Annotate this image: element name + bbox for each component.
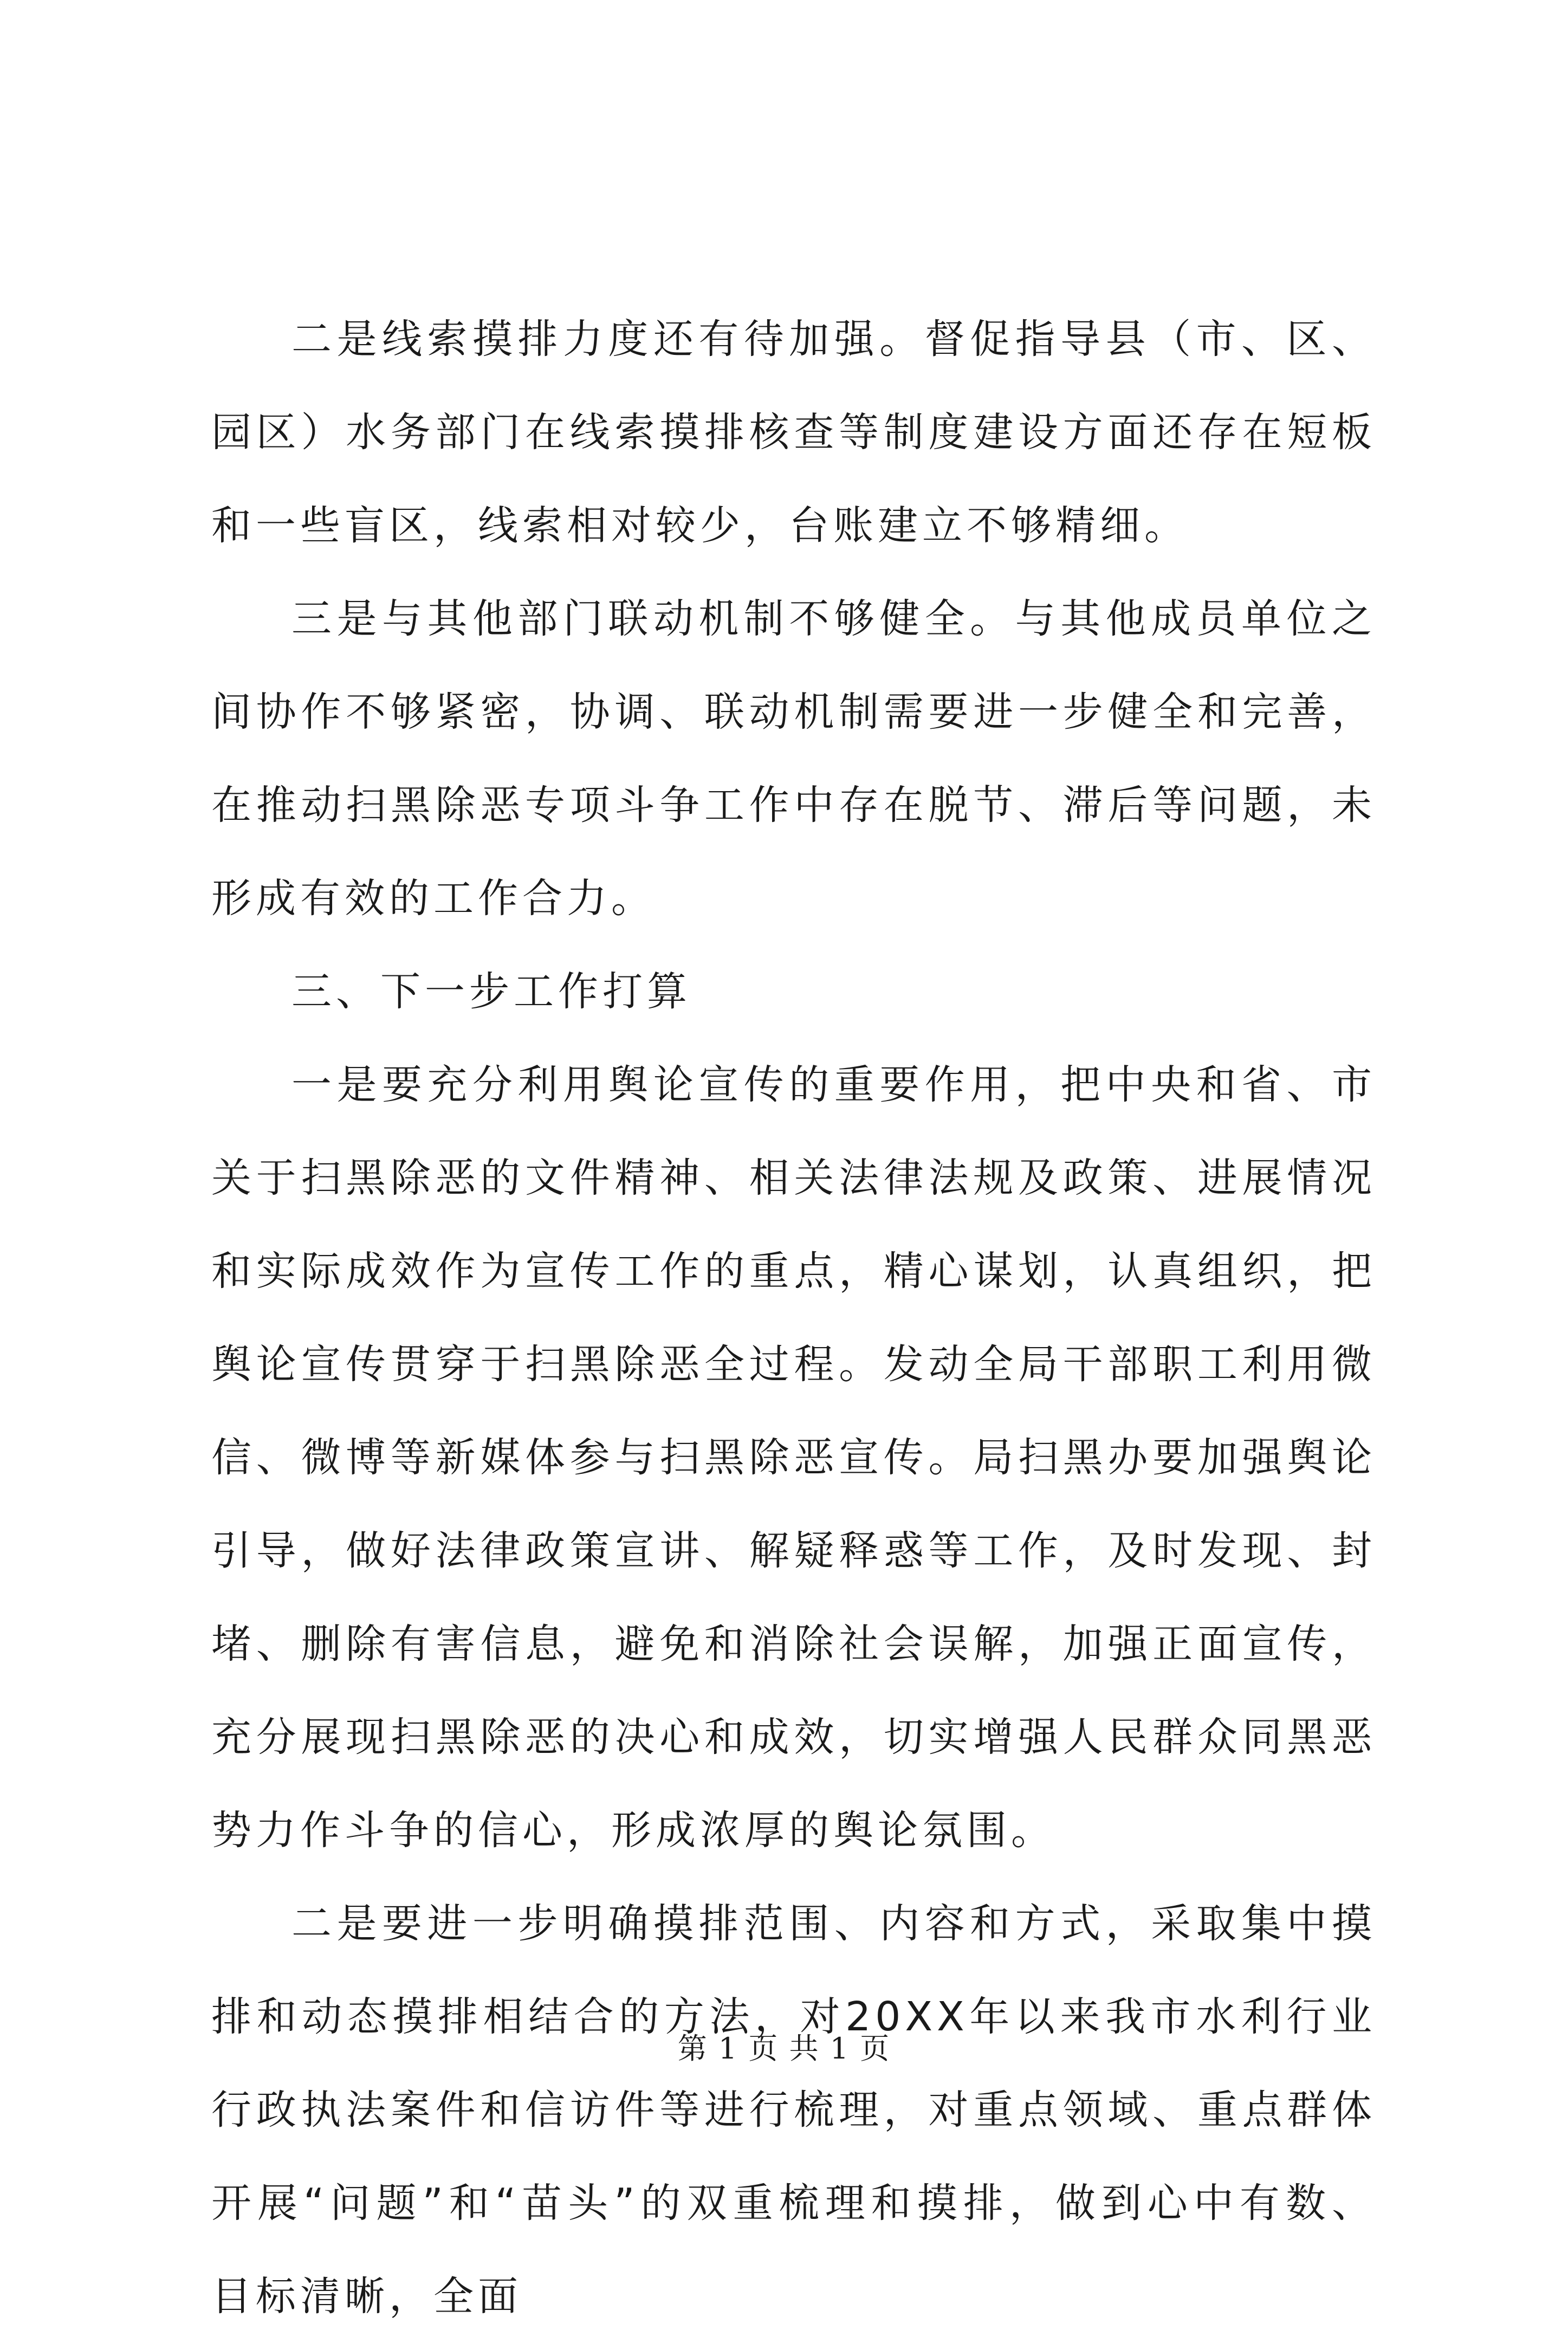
paragraph-publicity: 一是要充分利用舆论宣传的重要作用，把中央和省、市关于扫黑除恶的文件精神、相关法律法规及政策、进展情况和实际成效作为宣传工作的重点，精心谋划，认真组织，把舆论宣传贯穿于扫黑除恶全过程。发动全局干部职工利用微信、微博等新媒体参与扫黑除恶宣传。局扫黑办要加强舆论引导，做好法律政策宣讲、解疑释惑等工作，及时发现、封堵、删除有害信息，避免和消除社会误解，加强正面宣传，充分展现扫黑除恶的决心和成效，切实增强人民群众同黑恶势力作斗争的信心，形成浓厚的舆论氛围。 [211, 1062, 1376, 1854]
paragraph-screening-scope: 二是要进一步明确摸排范围、内容和方式，采取集中摸排和动态摸排相结合的方法，对20XX年以来我市水利行业行政执法案件和信访件等进行梳理，对重点领域、重点群体开展“问题”和“苗头”的双重梳理和摸排，做到心中有数、目标清晰，全面 [211, 1900, 1376, 2320]
section-heading-next-steps: 三、下一步工作打算 [291, 968, 691, 1015]
paragraph-linkage-mechanism: 三是与其他部门联动机制不够健全。与其他成员单位之间协作不够紧密，协调、联动机制需要进一步健全和完善，在推动扫黑除恶专项斗争工作中存在脱节、滞后等问题，未形成有效的工作合力。 [211, 596, 1376, 922]
page-number-footer: 第 1 页 共 1 页 [677, 2031, 891, 2066]
paragraph-clue-screening: 二是线索摸排力度还有待加强。督促指导县（市、区、园区）水务部门在线索摸排核查等制度建设方面还存在短板和一些盲区，线索相对较少，台账建立不够精细。 [211, 316, 1376, 549]
